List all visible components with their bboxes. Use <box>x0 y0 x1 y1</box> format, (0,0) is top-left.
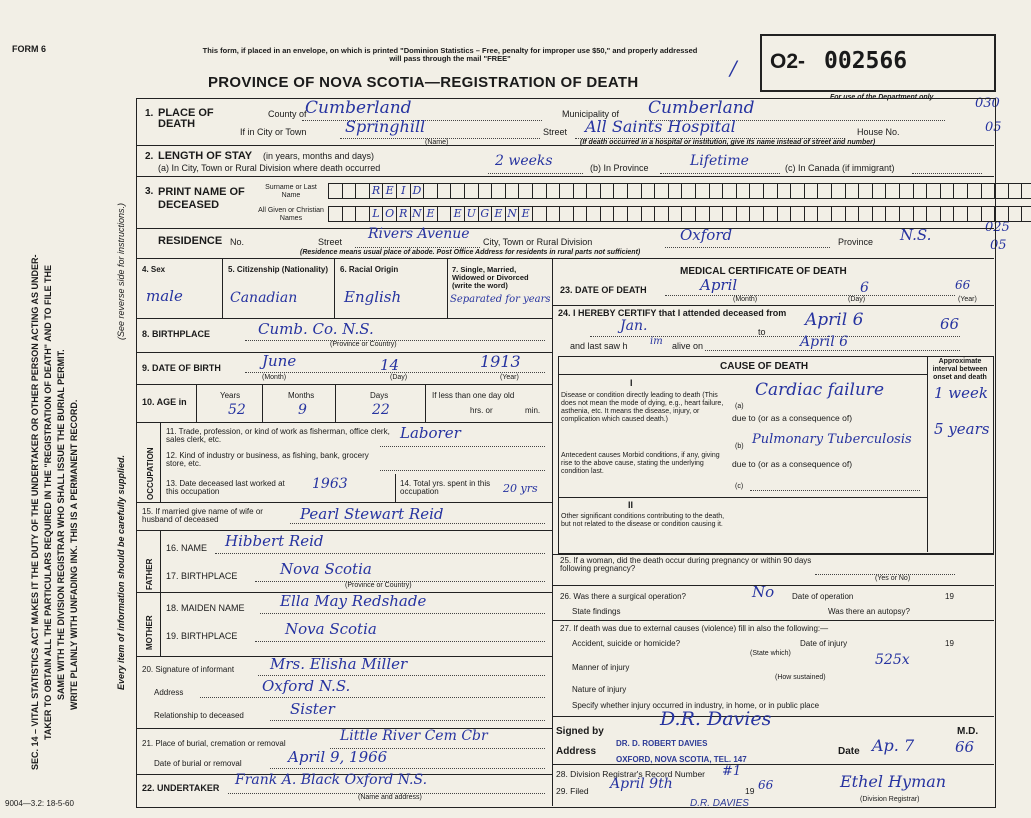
occ14-value: 20 yrs <box>503 482 538 495</box>
r29-date: April 9th <box>610 776 673 792</box>
city-label: If in City or Town <box>240 127 307 137</box>
d23-year: 66 <box>955 278 971 292</box>
hospital-note: (If death occurred in a hospital or institution, give its name instead of street and number) <box>580 139 876 146</box>
age-days: 22 <box>372 402 390 418</box>
side-text-2: TAKER TO OBTAIN ALL THE PARTICULARS REQUIRED IN THE "REGISTRATION OF DEATH" AND TO FILE THE <box>43 264 53 740</box>
cause-a-mark: (a) <box>735 403 744 410</box>
side-text-1: SEC. 14 – VITAL STATISTICS ACT MAKES IT THE DUTY OF THE UNDERTAKER OR OTHER PERSON ACTING AS UNDER- <box>30 254 40 770</box>
residence-label: RESIDENCE <box>158 235 223 247</box>
d23-month-sub: (Month) <box>733 296 758 303</box>
given-name-label: All Given or Christian Names <box>258 207 324 222</box>
informant-label: 20. Signature of informant <box>142 665 235 674</box>
spouse-value: Pearl Stewart Reid <box>300 505 444 523</box>
r29-year: 66 <box>758 778 774 792</box>
county-value: Cumberland <box>305 98 412 118</box>
informant-value: Mrs. Elisha Miller <box>270 655 408 673</box>
undertaker-label: 22. UNDERTAKER <box>142 783 220 793</box>
pen-mark: / <box>730 56 737 80</box>
state-which-sub: (State which) <box>750 650 791 657</box>
father-side-label: FATHER <box>145 558 154 590</box>
manner-code: 525x <box>875 652 910 668</box>
birthplace-value: Cumb. Co. N.S. <box>258 320 374 338</box>
age-months: 9 <box>298 402 307 418</box>
specify-label: Specify whether injury occurred in industry, in home, or in public place <box>572 701 820 710</box>
cause-a: Cardiac failure <box>755 380 885 400</box>
r29-label: 29. Filed <box>556 786 589 796</box>
given-name-cells: L O R N E E U G E N E <box>328 206 1031 222</box>
date-op-label: Date of operation <box>792 592 854 601</box>
citizenship-value: Canadian <box>230 290 298 306</box>
item1-num: 1. <box>145 108 154 119</box>
signed-address-label: Address <box>556 746 597 757</box>
item2-num: 2. <box>145 151 154 162</box>
cause-b: Pulmonary Tuberculosis <box>752 432 912 447</box>
antecedent-label: Antecedent causes Morbid conditions, if any, giving rise to the above cause, stating the underlying condition last. <box>561 452 720 475</box>
burial-date-value: April 9, 1966 <box>288 748 388 766</box>
signed-date-value: Ap. 7 <box>872 736 915 755</box>
birthplace-label: 8. BIRTHPLACE <box>142 329 211 339</box>
reg-number: 002566 <box>824 48 908 74</box>
other-label: Other significant conditions contributing to the death, but not related to the disease or condition causing it. <box>561 513 725 528</box>
part2-label: II <box>628 500 634 510</box>
doctor-stamp-name: DR. D. ROBERT DAVIES <box>616 739 708 748</box>
injury-date-label: Date of injury <box>800 639 848 648</box>
citizenship-label: 5. Citizenship (Nationality) <box>228 265 329 274</box>
d23-year-sub: (Year) <box>958 296 977 303</box>
d24-label: 24. I HEREBY CERTIFY that I attended deceased from <box>558 308 787 318</box>
mother-bp-label: 19. BIRTHPLACE <box>166 631 238 641</box>
length-units: (in years, months and days) <box>263 151 375 161</box>
years-label: Years <box>220 391 241 400</box>
dob-label: 9. DATE OF BIRTH <box>142 363 221 373</box>
signed-value: D.R. Davies <box>660 708 772 730</box>
last-saw-date: April 6 <box>800 334 849 350</box>
father-bp-label: 17. BIRTHPLACE <box>166 571 238 581</box>
last-saw-label: and last saw h <box>570 341 628 351</box>
dob-day-sub: (Day) <box>390 374 408 381</box>
informant-address-label: Address <box>154 688 184 697</box>
margin-code-1: 030 <box>975 96 1000 111</box>
md-label: M.D. <box>957 726 979 737</box>
d23-month: April <box>700 276 738 294</box>
interval-b: 5 years <box>934 420 990 438</box>
mail-notice: This form, if placed in an envelope, on which is printed "Dominion Statistics – Free, penalty for improper use $50," and properly addressed will pass through the mail "FREE" <box>202 46 698 63</box>
registration-number-box <box>760 34 996 92</box>
nature-label: Nature of injury <box>572 685 627 694</box>
stay-a-label: (a) In City, Town or Rural Division where death occurred <box>158 163 381 173</box>
racial-value: English <box>344 288 402 306</box>
cause-b-mark: (b) <box>735 443 744 450</box>
dob-month-sub: (Month) <box>262 374 287 381</box>
relationship-value: Sister <box>290 700 335 718</box>
last-saw-value: im <box>650 336 663 347</box>
d24-to: April 6 <box>805 310 864 330</box>
print-name-label: PRINT NAME OF DECEASED <box>158 186 245 211</box>
undertaker-sub: (Name and address) <box>358 794 422 801</box>
d24-from: Jan. <box>620 318 648 334</box>
father-name-label: 16. NAME <box>166 543 208 553</box>
part1-label: I <box>630 378 633 388</box>
interval-title: Approximate interval between onset and death <box>932 358 988 381</box>
d24-to-label: to <box>758 327 766 337</box>
street-value: All Saints Hospital <box>585 117 736 136</box>
medical-title: MEDICAL CERTIFICATE OF DEATH <box>680 266 847 277</box>
dob-day: 14 <box>380 356 400 374</box>
item3-num: 3. <box>145 186 154 197</box>
residence-province-label: Province <box>838 237 874 247</box>
name-sub: (Name) <box>425 139 449 146</box>
interval-a: 1 week <box>934 384 988 402</box>
occ13-label: 13. Date deceased last worked at this occupation <box>166 479 285 496</box>
dept-use-label: For use of the Department only <box>830 94 934 101</box>
county-label: County of <box>268 109 307 119</box>
father-name-value: Hibbert Reid <box>225 532 324 550</box>
stay-a-value: 2 weeks <box>495 153 553 169</box>
signed-label: Signed by <box>556 726 604 737</box>
residence-street-label: Street <box>318 237 343 247</box>
side-text-3: SAME WITH THE DIVISION REGISTRAR WHO SHALL ISSUE THE BURIAL PERMIT. <box>56 349 66 700</box>
occ11-label: 11. Trade, profession, or kind of work as fisherman, office clerk, sales clerk, etc. <box>166 427 390 444</box>
undertaker-value: Frank A. Black Oxford N.S. <box>235 772 428 788</box>
city-value: Springhill <box>345 117 426 136</box>
months-label: Months <box>288 391 315 400</box>
q26-value: No <box>752 583 775 601</box>
stay-b-value: Lifetime <box>690 153 749 169</box>
age-less-label: If less than one day old <box>432 391 515 400</box>
stay-b-label: (b) In Province <box>590 163 649 173</box>
age-years: 52 <box>228 402 246 418</box>
manner-label: Manner of injury <box>572 663 630 672</box>
occ12-label: 12. Kind of industry or business, as fishing, bank, grocery store, etc. <box>166 451 369 468</box>
residence-city-label: City, Town or Rural Division <box>483 237 593 247</box>
hrs-label: hrs. or <box>470 406 493 415</box>
disease-label: Disease or condition directly leading to death (This does not mean the mode of dying, e.g., heart failure, asthenia, etc. It means the disease, injury, or complication which caused death.) <box>561 392 724 423</box>
dob-year: 1913 <box>480 352 521 371</box>
mother-bp-value: Nova Scotia <box>285 620 377 638</box>
municipality-label: Municipality of <box>562 109 620 119</box>
side-text-4: WRITE PLAINLY WITH UNFADING INK. THIS IS A PERMANENT RECORD. <box>69 399 79 710</box>
margin-code-4: 05 <box>990 238 1007 253</box>
q25-sub: (Yes or No) <box>875 575 911 582</box>
q25-label: 25. If a woman, did the death occur during pregnancy or within 90 days following pregnancy? <box>560 556 812 573</box>
r28-value: #1 <box>722 764 742 779</box>
surname-label: Surname or Last Name <box>265 184 317 199</box>
form-label: FORM 6 <box>12 44 47 54</box>
doctor-stamp-address: OXFORD, NOVA SCOTIA, TEL. 147 <box>616 755 747 764</box>
occ11-value: Laborer <box>400 424 461 442</box>
d23-day: 6 <box>860 280 869 296</box>
sex-label: 4. Sex <box>142 265 166 274</box>
dob-year-sub: (Year) <box>500 374 519 381</box>
mother-name-label: 18. MAIDEN NAME <box>166 603 245 613</box>
d23-label: 23. DATE OF DEATH <box>560 285 647 295</box>
residence-no-label: No. <box>230 237 245 247</box>
form-title: PROVINCE OF NOVA SCOTIA—REGISTRATION OF DEATH <box>208 74 639 91</box>
dob-month: June <box>262 352 297 370</box>
surname-cells: R E I D <box>328 183 1031 199</box>
alive-on-label: alive on <box>672 341 704 351</box>
signed-date-label: Date <box>838 746 860 757</box>
mother-name-value: Ella May Redshade <box>280 592 427 610</box>
street-label: Street <box>543 127 568 137</box>
burial-value: Little River Cem Cbr <box>340 728 488 744</box>
stay-c-label: (c) In Canada (if immigrant) <box>785 163 895 173</box>
r29-19: 19 <box>745 786 755 796</box>
house-no-label: House No. <box>857 127 900 137</box>
state-findings-label: State findings <box>572 607 621 616</box>
due-to-2: due to (or as a consequence of) <box>732 459 853 469</box>
father-bp-value: Nova Scotia <box>280 560 372 578</box>
d23-day-sub: (Day) <box>848 296 866 303</box>
accident-label: Accident, suicide or homicide? <box>572 639 681 648</box>
due-to-1: due to (or as a consequence of) <box>732 413 853 423</box>
injury-date-19: 19 <box>945 639 954 648</box>
municipality-value: Cumberland <box>648 98 755 118</box>
occ14-label: 14. Total yrs. spent in this occupation <box>400 479 491 496</box>
d24-to-year: 66 <box>940 315 960 333</box>
marital-label: 7. Single, Married, Widowed or Divorced (write the word) <box>452 265 529 290</box>
r28-label: 28. Division Registrar's Record Number <box>556 769 706 779</box>
q26-label: 26. Was there a surgical operation? <box>560 592 686 601</box>
mother-side-label: MOTHER <box>145 615 154 650</box>
informant-address-value: Oxford N.S. <box>262 677 351 695</box>
occ13-value: 1963 <box>312 476 348 492</box>
place-of-death-label: PLACE OF DEATH <box>158 107 214 130</box>
length-of-stay-label: LENGTH OF STAY <box>158 150 253 162</box>
reg-prefix: O2- <box>770 50 806 73</box>
side-text-6: Every item of information should be carefully supplied. <box>116 454 126 690</box>
margin-code-2: 05 <box>985 120 1002 135</box>
father-bp-sub: (Province or Country) <box>345 582 412 589</box>
side-text-5: (See reverse side for instructions.) <box>116 202 126 340</box>
q27-label: 27. If death was due to external causes (violence) fill in also the following:— <box>560 624 829 633</box>
signed-date-year: 66 <box>955 738 975 756</box>
date-op-19: 19 <box>945 592 954 601</box>
marital-value: Separated for years <box>450 294 551 305</box>
cause-c-mark: (c) <box>735 483 744 490</box>
relationship-label: Relationship to deceased <box>154 711 244 720</box>
sex-value: male <box>146 287 183 305</box>
how-sustained-sub: (How sustained) <box>775 674 826 681</box>
r29-registrar: Ethel Hyman <box>840 772 947 791</box>
cause-title: CAUSE OF DEATH <box>720 361 809 372</box>
racial-label: 6. Racial Origin <box>340 265 399 274</box>
residence-note: (Residence means usual place of abode. Post Office Address for residents in rural parts not sufficient) <box>300 249 641 256</box>
spouse-label: 15. If married give name of wife or husband of deceased <box>142 507 263 524</box>
bottom-stamp: D.R. DAVIES <box>690 798 749 809</box>
birthplace-sub: (Province or Country) <box>330 341 397 348</box>
registrar-sub: (Division Registrar) <box>860 796 920 803</box>
margin-code-3: 025 <box>985 220 1010 235</box>
burial-label: 21. Place of burial, cremation or removal <box>142 739 286 748</box>
min-label: min. <box>525 406 541 415</box>
form-code: 9004—3.2: 18-5-60 <box>5 799 74 808</box>
residence-province-value: N.S. <box>900 226 932 244</box>
days-label: Days <box>370 391 389 400</box>
autopsy-label: Was there an autopsy? <box>828 607 910 616</box>
residence-street-value: Rivers Avenue <box>368 226 470 242</box>
age-label: 10. AGE in <box>142 397 187 407</box>
residence-city-value: Oxford <box>680 226 733 244</box>
burial-date-label: Date of burial or removal <box>154 759 242 768</box>
occupation-side-label: OCCUPATION <box>146 447 155 500</box>
